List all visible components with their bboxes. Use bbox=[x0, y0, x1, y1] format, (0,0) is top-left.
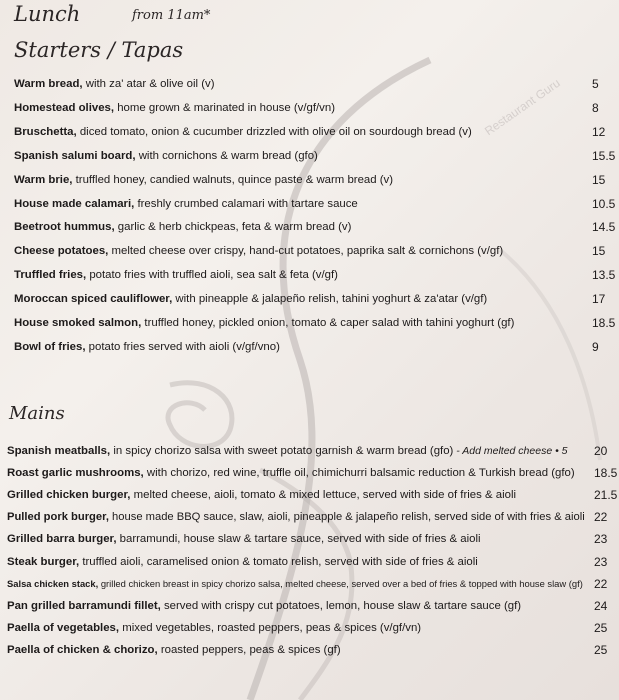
menu-item-description: with za' atar & olive oil (v) bbox=[82, 78, 215, 90]
menu-item bbox=[0, 290, 619, 308]
watermark-text: Restaurant Guru bbox=[482, 75, 563, 139]
menu-item-name: House smoked salmon, bbox=[14, 317, 142, 329]
starters-title: Starters / Tapas bbox=[14, 38, 184, 62]
menu-item-name: Pulled pork burger, bbox=[7, 511, 109, 524]
menu-item-description: with chorizo, red wine, truffle oil, chimichurri balsamic reduction & Turkish bread (gfo) bbox=[143, 467, 575, 480]
menu-item-price: 5 bbox=[592, 77, 599, 91]
menu-item-description: potato fries served with aioli (v/gf/vno) bbox=[85, 340, 280, 353]
menu-item-name: Salsa chicken stack, bbox=[7, 577, 99, 589]
mains-title: Mains bbox=[9, 403, 65, 424]
menu-item bbox=[0, 619, 619, 637]
menu-item-description: melted cheese over crispy, hand-cut potatoes, paprika salt & cornichons (v/gf) bbox=[108, 245, 504, 258]
menu-item bbox=[0, 338, 619, 356]
menu-item-name: Steak burger, bbox=[7, 555, 80, 568]
menu-item-price: 25 bbox=[594, 620, 608, 635]
menu-item-name: Warm brie, bbox=[14, 173, 73, 186]
menu-item-price: 15 bbox=[592, 172, 606, 187]
menu-item-price: 18.5 bbox=[592, 316, 616, 330]
menu-item-price: 23 bbox=[594, 554, 608, 569]
menu-item-name: Homestead olives, bbox=[14, 101, 115, 114]
menu-item-price: 21.5 bbox=[594, 488, 618, 503]
menu-item-description: freshly crumbed calamari with tartare sauce bbox=[134, 197, 358, 210]
menu-item-description: melted cheese, aioli, tomato & mixed lettuce, served with side of fries & aioli bbox=[130, 489, 517, 502]
menu-item bbox=[0, 464, 619, 482]
menu-item bbox=[0, 314, 619, 332]
menu-item-description: truffled honey, pickled onion, tomato & caper salad with tahini yoghurt (gf) bbox=[141, 317, 515, 329]
menu-item-name: Spanish salumi board, bbox=[14, 149, 136, 162]
menu-item bbox=[0, 123, 619, 141]
menu-item-name: Grilled barra burger, bbox=[7, 533, 117, 546]
menu-item-description: roasted peppers, peas & spices (gf) bbox=[157, 643, 341, 656]
menu-item-description: barramundi, house slaw & tartare sauce, served with side of fries & aioli bbox=[116, 533, 481, 546]
menu-item-description: truffled honey, candied walnuts, quince paste & warm bread (v) bbox=[72, 173, 394, 186]
menu-item-description: served with crispy cut potatoes, lemon, house slaw & tartare sauce (gf) bbox=[160, 599, 522, 612]
menu-item bbox=[0, 147, 619, 165]
menu-item-price: 14.5 bbox=[592, 220, 616, 235]
menu-item-price: 22 bbox=[594, 576, 608, 591]
menu-item-price: 10.5 bbox=[592, 196, 616, 211]
menu-item-description: in spicy chorizo salsa with sweet potato garnish & warm bread (gfo) bbox=[110, 445, 454, 457]
menu-item-price: 23 bbox=[594, 532, 608, 547]
menu-item-name: Cheese potatoes, bbox=[14, 245, 109, 258]
menu-item-description: mixed vegetables, roasted peppers, peas & spices (v/gf/vn) bbox=[119, 621, 422, 634]
menu-item-name: Moroccan spiced cauliflower, bbox=[14, 293, 173, 306]
menu-item bbox=[0, 553, 619, 571]
menu-item-name: Spanish meatballs, bbox=[7, 445, 111, 457]
menu-item-name: Bruschetta, bbox=[14, 125, 77, 138]
menu-item-name: Pan grilled barramundi fillet, bbox=[7, 599, 161, 612]
menu-item-name: Grilled chicken burger, bbox=[7, 489, 131, 502]
menu-item-price: 25 bbox=[594, 642, 608, 657]
menu-item-description: truffled aioli, caramelised onion & tomato relish, served with side of fries & aioli bbox=[79, 555, 478, 568]
menu-item-name: Paella of vegetables, bbox=[7, 621, 120, 634]
menu-item bbox=[0, 597, 619, 615]
menu-item-name: House made calamari, bbox=[14, 197, 135, 210]
menu-item bbox=[0, 442, 619, 460]
menu-item-price: 17 bbox=[592, 292, 606, 307]
menu-item-price: 8 bbox=[592, 100, 599, 115]
menu-item-price: 22 bbox=[594, 510, 608, 525]
lunch-title: Lunch bbox=[14, 2, 81, 26]
menu-item-description: with pineapple & jalapeño relish, tahini yoghurt & za'atar (v/gf) bbox=[172, 293, 488, 306]
menu-item bbox=[0, 266, 619, 284]
menu-item bbox=[0, 575, 619, 593]
menu-item bbox=[0, 195, 619, 213]
menu-item-description: house made BBQ sauce, slaw, aioli, pineapple & jalapeño relish, served side of with fries & aioli bbox=[108, 511, 585, 524]
menu-item bbox=[0, 508, 619, 526]
menu-item-price: 20 bbox=[594, 444, 608, 458]
menu-item-price: 18.5 bbox=[594, 466, 618, 481]
menu-item-note: - Add melted cheese • 5 bbox=[453, 445, 568, 457]
menu-item bbox=[0, 242, 619, 260]
menu-item bbox=[0, 75, 619, 93]
menu-item bbox=[0, 99, 619, 117]
menu-item-description: with cornichons & warm bread (gfo) bbox=[135, 149, 318, 162]
menu-item-description: potato fries with truffled aioli, sea salt & feta (v/gf) bbox=[86, 269, 338, 282]
menu-item-price: 15 bbox=[592, 244, 606, 259]
menu-item-name: Truffled fries, bbox=[14, 269, 87, 282]
menu-item-price: 12 bbox=[592, 124, 606, 139]
menu-item-description: diced tomato, onion & cucumber drizzled with olive oil on sourdough bread (v) bbox=[76, 125, 472, 138]
menu-item bbox=[0, 641, 619, 659]
menu-item-price: 13.5 bbox=[592, 268, 616, 283]
lunch-time: from 11am* bbox=[132, 8, 211, 23]
menu-item-name: Roast garlic mushrooms, bbox=[7, 467, 144, 480]
menu-item-description: grilled chicken breast in spicy chorizo salsa, melted cheese, served over a bed of fries & topped with house slaw (gf) bbox=[98, 577, 583, 589]
menu-item-price: 15.5 bbox=[592, 148, 616, 163]
menu-item bbox=[0, 218, 619, 236]
menu-item-description: home grown & marinated in house (v/gf/vn) bbox=[114, 101, 335, 114]
menu-item-name: Paella of chicken & chorizo, bbox=[7, 643, 158, 656]
menu-item-price: 24 bbox=[594, 598, 608, 613]
menu-item bbox=[0, 530, 619, 548]
menu-item-name: Bowl of fries, bbox=[14, 340, 86, 353]
menu-item-description: garlic & herb chickpeas, feta & warm bread (v) bbox=[114, 221, 352, 234]
menu-item-name: Warm bread, bbox=[14, 78, 83, 90]
menu-item-name: Beetroot hummus, bbox=[14, 221, 115, 234]
menu-item bbox=[0, 171, 619, 189]
menu-item bbox=[0, 486, 619, 504]
menu-item-price: 9 bbox=[592, 339, 599, 354]
